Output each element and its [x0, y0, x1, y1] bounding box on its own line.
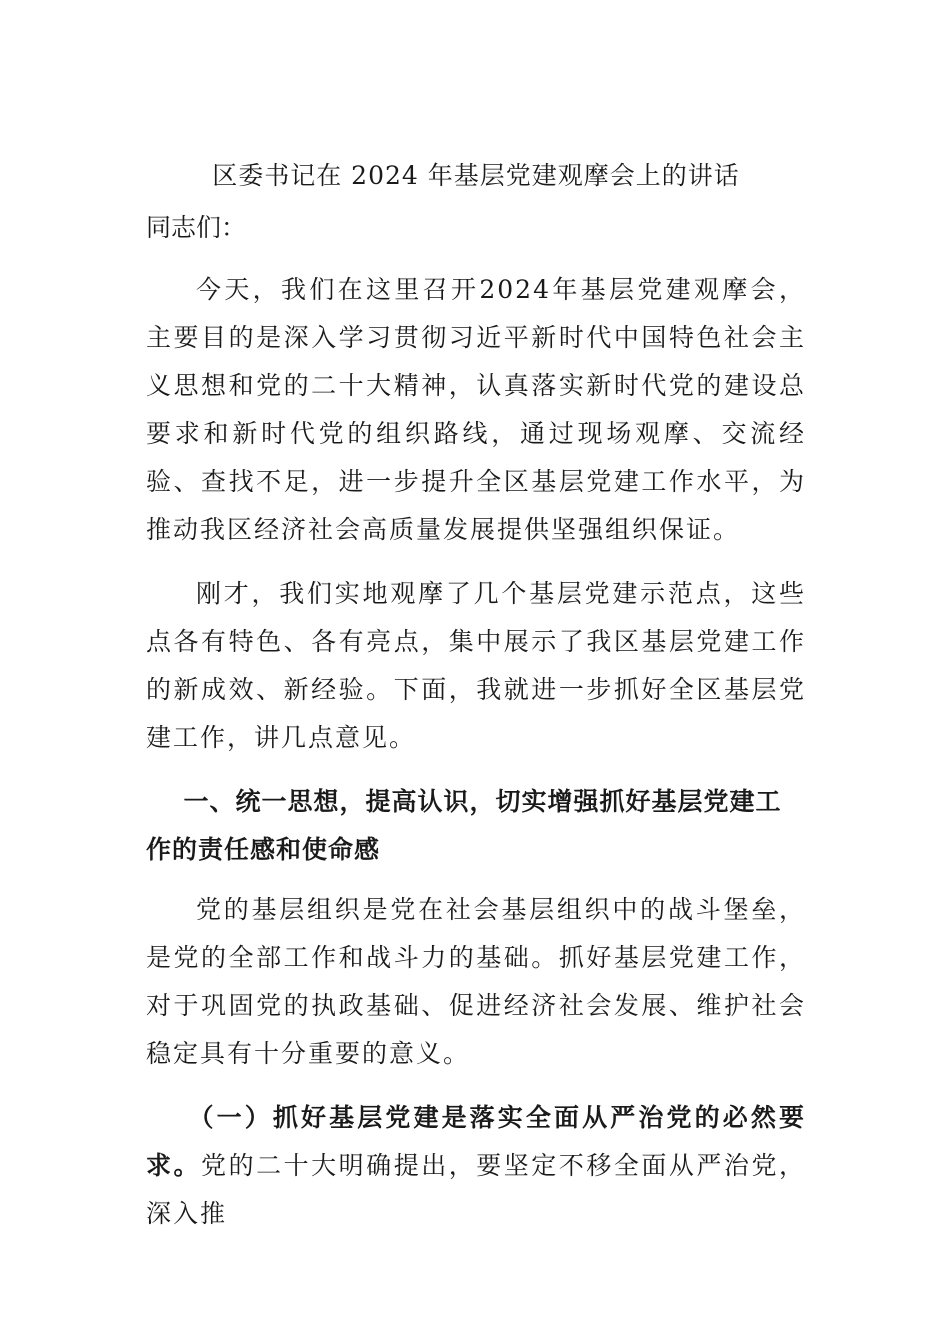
subsection-1-text: 党的二十大明确提出，要坚定不移全面从严治党，深入推 — [146, 1151, 806, 1228]
observation-paragraph: 刚才，我们实地观摩了几个基层党建示范点，这些点各有特色、各有亮点，集中展示了我区基层党建工作的新成效、新经验。下面，我就进一步抓好全区基层党建工作，讲几点意见。 — [146, 579, 806, 752]
document-title: 区委书记在 2024 年基层党建观摩会上的讲话 — [212, 161, 740, 190]
subsection-1-heading: （一）抓好基层党建是落实全面从严治党的必然要求。 — [146, 1103, 806, 1180]
section-1-heading: 一、统一思想，提高认识，切实增强抓好基层党建工作的责任感和使命感 — [146, 787, 782, 864]
subsection-1 — [146, 1094, 806, 1238]
section-1-paragraph: 党的基层组织是党在社会基层组织中的战斗堡垒，是党的全部工作和战斗力的基础。抓好基层党建工作，对于巩固党的执政基础、促进经济社会发展、维护社会稳定具有十分重要的意义。 — [146, 895, 806, 1068]
salutation: 同志们： — [146, 213, 247, 242]
document-page — [146, 150, 806, 1238]
intro-paragraph: 今天，我们在这里召开2024年基层党建观摩会，主要目的是深入学习贯彻习近平新时代中国特色社会主义思想和党的二十大精神，认真落实新时代党的建设总要求和新时代党的组织路线，通过现场观摩、交流经验、查找不足，进一步提升全区基层党建工作水平，为推动我区经济社会高质量发展提供坚强组织保证。 — [146, 275, 806, 544]
